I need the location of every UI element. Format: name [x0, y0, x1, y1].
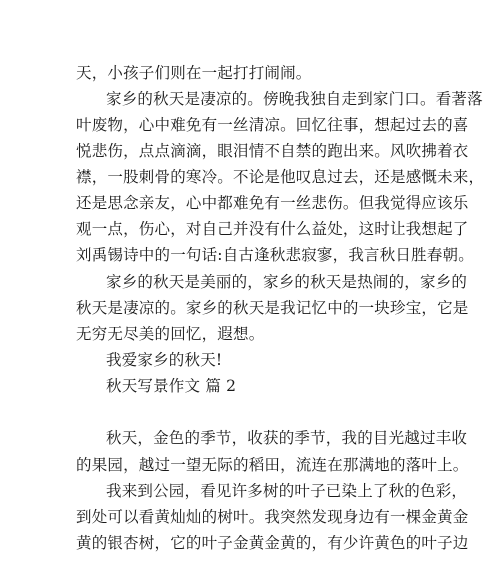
paragraph-line: 刘禹锡诗中的一句话:自古逢秋悲寂寥，我言秋日胜春朝。 [76, 246, 474, 264]
paragraph-line: 天，小孩子们则在一起打打闹闹。 [76, 64, 312, 82]
paragraph-line: 悦悲伤，点点滴滴，眼泪情不自禁的跑出来。风吹拂着衣 [76, 142, 469, 160]
paragraph-line: 观一点，伤心，对自己并没有什么益处，这时让我想起了 [76, 220, 469, 238]
section-heading: 秋天写景作文 篇 2 [106, 377, 237, 395]
paragraph-line: 叶废物，心中难免有一丝清凉。回忆往事，想起过去的喜 [76, 116, 469, 134]
paragraph-line: 我来到公园，看见许多树的叶子已染上了秋的色彩， [106, 482, 468, 500]
paragraph-line: 家乡的秋天是凄凉的。傍晚我独自走到家门口。看著落 [106, 90, 483, 108]
paragraph-line: 的果园，越过一望无际的稻田，流连在那满地的落叶上。 [76, 456, 469, 474]
paragraph-line: 秋天是凄凉的。家乡的秋天是我记忆中的一块珍宝，它是 [76, 299, 469, 317]
paragraph-line: 黄的银杏树，它的叶子金黄金黄的，有少许黄色的叶子边 [76, 534, 469, 552]
paragraph-line: 家乡的秋天是美丽的，家乡的秋天是热闹的，家乡的 [106, 273, 468, 291]
paragraph-line: 无穷无尽美的回忆，遐想。 [76, 325, 265, 343]
paragraph-line: 秋天，金色的季节，收获的季节，我的目光越过丰收 [106, 429, 468, 447]
paragraph-line: 到处可以看黄灿灿的树叶。我突然发现身边有一棵金黄金 [76, 508, 469, 526]
paragraph-line: 还是思念亲友，心中都难免有一丝悲伤。但我觉得应该乐 [76, 194, 469, 212]
paragraph-line: 我爱家乡的秋天! [106, 351, 223, 369]
paragraph-line: 襟，一股刺骨的寒冷。不论是他叹息过去，还是感慨未来， [76, 168, 485, 186]
